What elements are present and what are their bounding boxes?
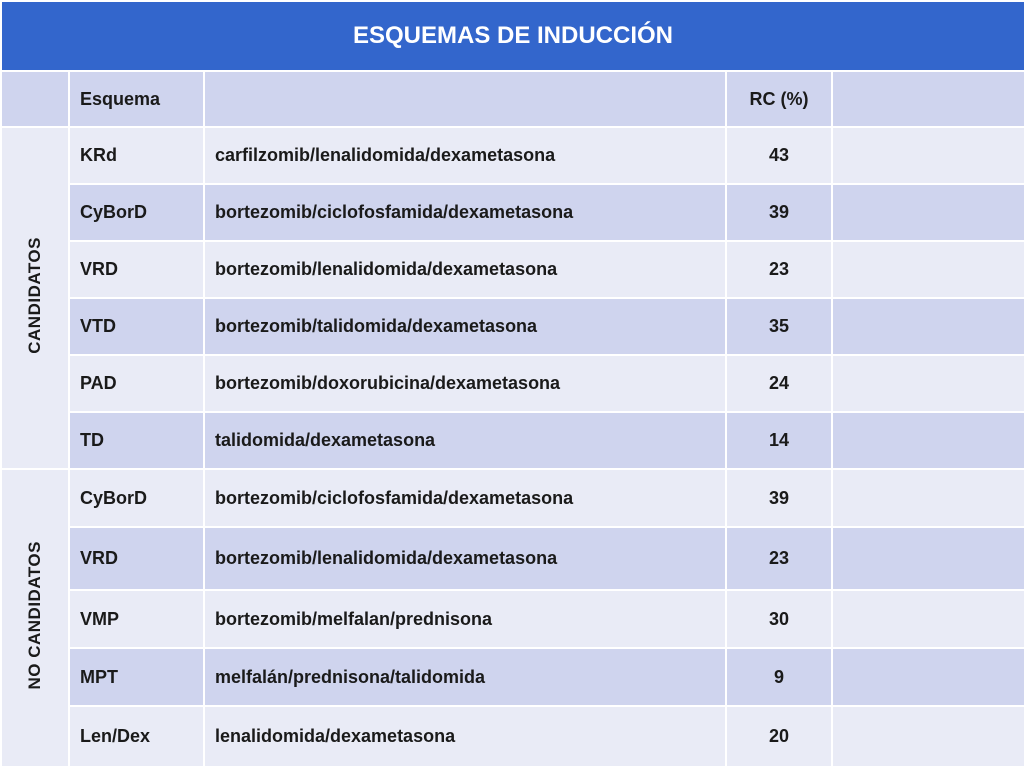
scheme-cell: MPT <box>69 648 204 706</box>
rc-cell: 30 <box>726 590 832 648</box>
extra-cell <box>832 648 1024 706</box>
extra-cell <box>832 469 1024 527</box>
drugs-cell: bortezomib/talidomida/dexametasona <box>204 298 726 355</box>
drugs-cell: melfalán/prednisona/talidomida <box>204 648 726 706</box>
extra-cell <box>832 184 1024 241</box>
table-row <box>1 241 1024 298</box>
title-row <box>1 1 1024 71</box>
scheme-cell: VRD <box>69 241 204 298</box>
group-label-text: NO CANDIDATOS <box>25 541 44 690</box>
table-row <box>1 412 1024 469</box>
table-row <box>1 298 1024 355</box>
table-row <box>1 127 1024 184</box>
table-row <box>1 648 1024 706</box>
group-label-candidatos <box>1 127 69 469</box>
header-row <box>1 71 1024 127</box>
scheme-cell: CyBorD <box>69 469 204 527</box>
scheme-cell: VTD <box>69 298 204 355</box>
table-title: ESQUEMAS DE INDUCCIÓN <box>1 1 1024 71</box>
extra-cell <box>832 706 1024 767</box>
rc-cell: 39 <box>726 184 832 241</box>
drugs-cell: talidomida/dexametasona <box>204 412 726 469</box>
header-scheme: Esquema <box>69 71 204 127</box>
extra-cell <box>832 527 1024 590</box>
rc-cell: 23 <box>726 527 832 590</box>
extra-cell <box>832 241 1024 298</box>
rc-cell: 20 <box>726 706 832 767</box>
header-extra <box>832 71 1024 127</box>
table-row <box>1 469 1024 527</box>
scheme-cell: Len/Dex <box>69 706 204 767</box>
group-label-no-candidatos <box>1 469 69 767</box>
drugs-cell: bortezomib/lenalidomida/dexametasona <box>204 527 726 590</box>
drugs-cell: bortezomib/doxorubicina/dexametasona <box>204 355 726 412</box>
scheme-cell: VRD <box>69 527 204 590</box>
extra-cell <box>832 355 1024 412</box>
rc-cell: 14 <box>726 412 832 469</box>
table-row <box>1 527 1024 590</box>
drugs-cell: lenalidomida/dexametasona <box>204 706 726 767</box>
drugs-cell: bortezomib/melfalan/prednisona <box>204 590 726 648</box>
drugs-cell: bortezomib/ciclofosfamida/dexametasona <box>204 469 726 527</box>
scheme-cell: PAD <box>69 355 204 412</box>
header-rc: RC (%) <box>726 71 832 127</box>
table-row <box>1 184 1024 241</box>
scheme-cell: TD <box>69 412 204 469</box>
scheme-cell: KRd <box>69 127 204 184</box>
extra-cell <box>832 590 1024 648</box>
extra-cell <box>832 127 1024 184</box>
table-row <box>1 590 1024 648</box>
rc-cell: 35 <box>726 298 832 355</box>
extra-cell <box>832 412 1024 469</box>
table-row <box>1 706 1024 767</box>
drugs-cell: carfilzomib/lenalidomida/dexametasona <box>204 127 726 184</box>
rc-cell: 39 <box>726 469 832 527</box>
drugs-cell: bortezomib/lenalidomida/dexametasona <box>204 241 726 298</box>
rc-cell: 9 <box>726 648 832 706</box>
scheme-cell: CyBorD <box>69 184 204 241</box>
scheme-cell: VMP <box>69 590 204 648</box>
header-drugs <box>204 71 726 127</box>
extra-cell <box>832 298 1024 355</box>
header-group <box>1 71 69 127</box>
drugs-cell: bortezomib/ciclofosfamida/dexametasona <box>204 184 726 241</box>
rc-cell: 23 <box>726 241 832 298</box>
table-row <box>1 355 1024 412</box>
rc-cell: 43 <box>726 127 832 184</box>
rc-cell: 24 <box>726 355 832 412</box>
group-label-text: CANDIDATOS <box>25 237 44 354</box>
